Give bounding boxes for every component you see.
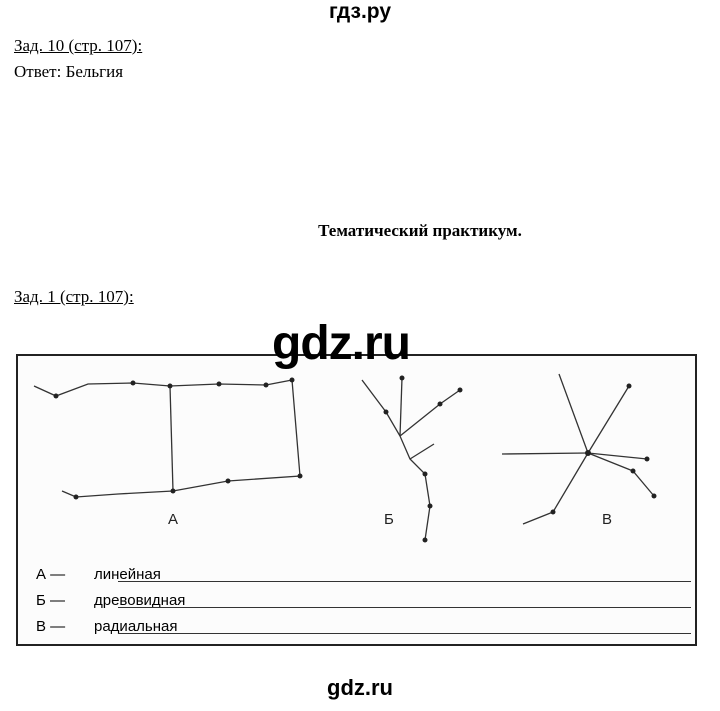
- task1-title: Зад. 1 (стр. 107):: [14, 287, 134, 306]
- answer-text: древовидная: [94, 592, 186, 609]
- watermark-bottom: gdz.ru: [327, 675, 393, 700]
- site-header: гдз.ру: [328, 0, 392, 23]
- section-title: Тематический практикум.: [318, 221, 522, 240]
- answer-underline: [118, 633, 691, 634]
- answer-row-v: [36, 618, 691, 635]
- task10-title: Зад. 10 (стр. 107):: [14, 36, 143, 55]
- answer-underline: [118, 581, 691, 582]
- answer-letter: В —: [36, 618, 66, 635]
- diagram-label-b: Б: [384, 511, 394, 528]
- diagram-label-a: А: [168, 511, 179, 528]
- diagram-b-tree: [362, 378, 460, 540]
- answer-letter: А —: [36, 566, 66, 583]
- answer-row-b: [36, 592, 691, 609]
- diagram-a-linear: [34, 380, 300, 497]
- watermark-center: gdz.ru: [272, 317, 410, 370]
- answer-text: линейная: [94, 566, 161, 583]
- answer-letter: Б —: [36, 592, 66, 609]
- diagram-label-v: В: [602, 511, 613, 528]
- diagram-b-nodes: [384, 376, 463, 543]
- task10-answer: Ответ: Бельгия: [14, 62, 124, 81]
- answer-underline: [118, 607, 691, 608]
- textbook-image: [16, 354, 697, 646]
- diagram-v-radial: [502, 374, 654, 524]
- diagram-a-nodes: [54, 378, 303, 500]
- diagram-v-nodes: [551, 384, 657, 515]
- answer-text: радиальная: [94, 618, 178, 635]
- answer-row-a: [36, 566, 691, 583]
